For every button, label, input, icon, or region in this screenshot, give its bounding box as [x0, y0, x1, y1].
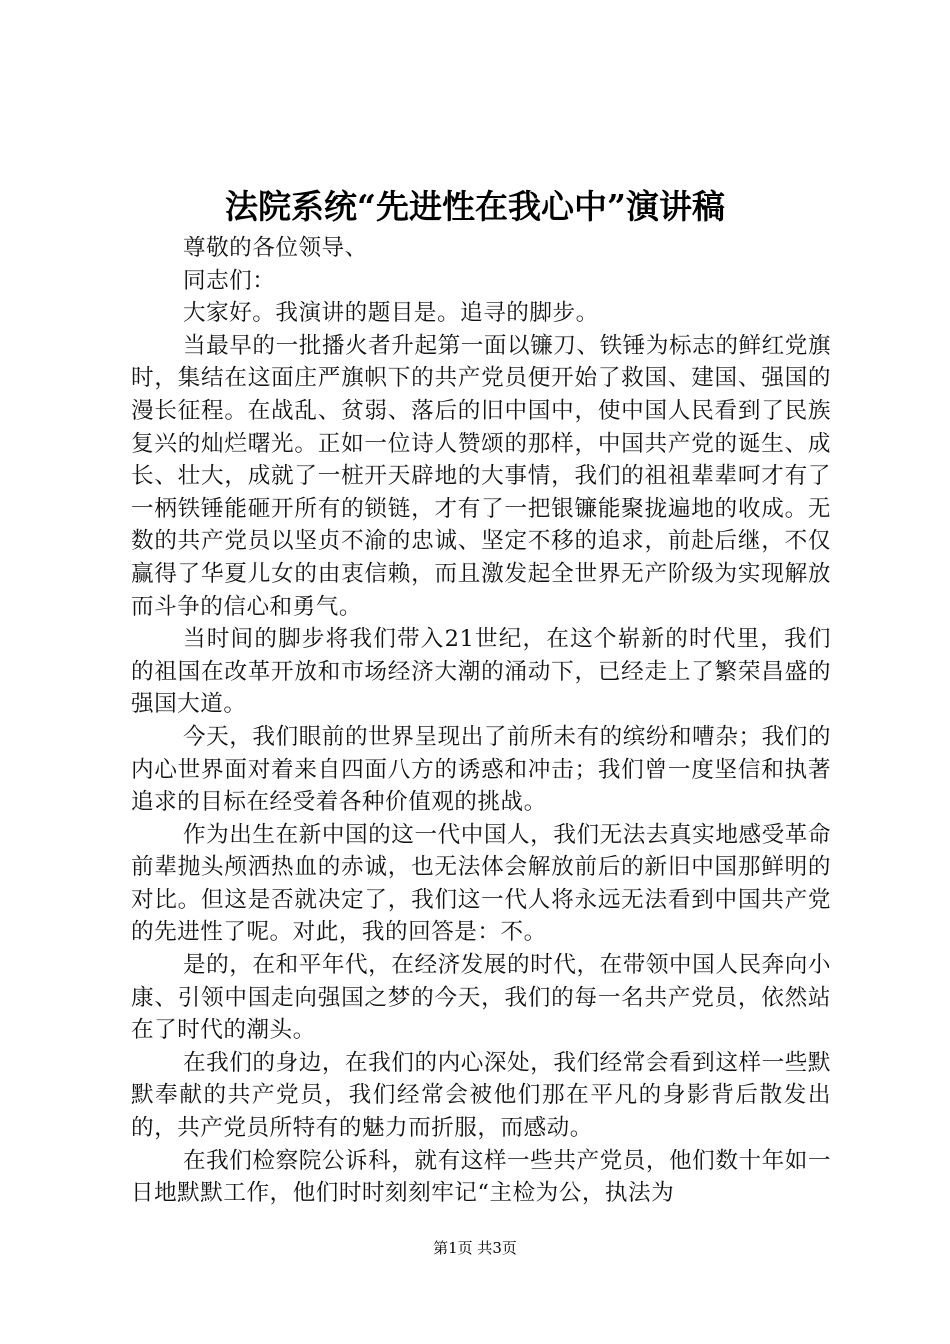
- body-paragraph: 作为出生在新中国的这一代中国人，我们无法去真实地感受革命前辈抛头颅洒热血的赤诚，也无法体会解放前后的新旧中国那鲜明的对比。但这是否就决定了，我们这一代人将永远无法看到中国共产党的先进性了呢。对此，我的回答是：不。: [131, 821, 831, 946]
- body-paragraph: 在我们检察院公诉科，就有这样一些共产党员，他们数十年如一日地默默工作，他们时时刻刻牢记“主检为公，执法为: [131, 1147, 831, 1207]
- body-paragraph: 在我们的身边，在我们的内心深处，我们经常会看到这样一些默默奉献的共产党员，我们经常会被他们那在平凡的身影背后散发出的，共产党员所特有的魅力而折服，而感动。: [131, 1049, 831, 1142]
- document-title: 法院系统“先进性在我心中”演讲稿: [225, 187, 725, 226]
- greeting-paragraph: 大家好。我演讲的题目是。追寻的脚步。: [183, 300, 599, 327]
- page-number-footer: 第1页 共3页: [433, 1239, 517, 1257]
- document-body: [131, 232, 831, 1210]
- body-paragraph: 是的，在和平年代，在经济发展的时代，在带领中国人民奔向小康、引领中国走向强国之梦的今天，我们的每一名共产党员，依然站在了时代的潮头。: [131, 952, 831, 1044]
- salutation-line-2: 同志们：: [183, 267, 276, 294]
- salutation-line-1: 尊敬的各位领导、: [183, 235, 368, 261]
- body-paragraph: 当时间的脚步将我们带入21世纪，在这个崭新的时代里，我们的祖国在改革开放和市场经济大潮的涌动下，已经走上了繁荣昌盛的强国大道。: [131, 626, 831, 718]
- body-paragraph: 今天，我们眼前的世界呈现出了前所未有的缤纷和嘈杂；我们的内心世界面对着来自四面八方的诱惑和冲击；我们曾一度坚信和执著追求的目标在经受着各种价值观的挑战。: [131, 723, 831, 816]
- body-paragraph: 当最早的一批播火者升起第一面以镰刀、铁锤为标志的鲜红党旗时，集结在这面庄严旗帜下的共产党员便开始了救国、建国、强国的漫长征程。在战乱、贫弱、落后的旧中国中，使中国人民看到了民族复兴的灿烂曙光。正如一位诗人赞颂的那样，中国共产党的诞生、成长、壮大，成就了一桩开天辟地的大事情，我们的祖祖辈辈呵才有了一柄铁锤能砸开所有的锁链，才有了一把银镰能聚拢遍地的收成。无数的共产党员以坚贞不渝的忠诚、坚定不移的追求，前赴后继，不仅赢得了华夏儿女的由衷信赖，而且激发起全世界无产阶级为实现解放而斗争的信心和勇气。: [131, 332, 831, 620]
